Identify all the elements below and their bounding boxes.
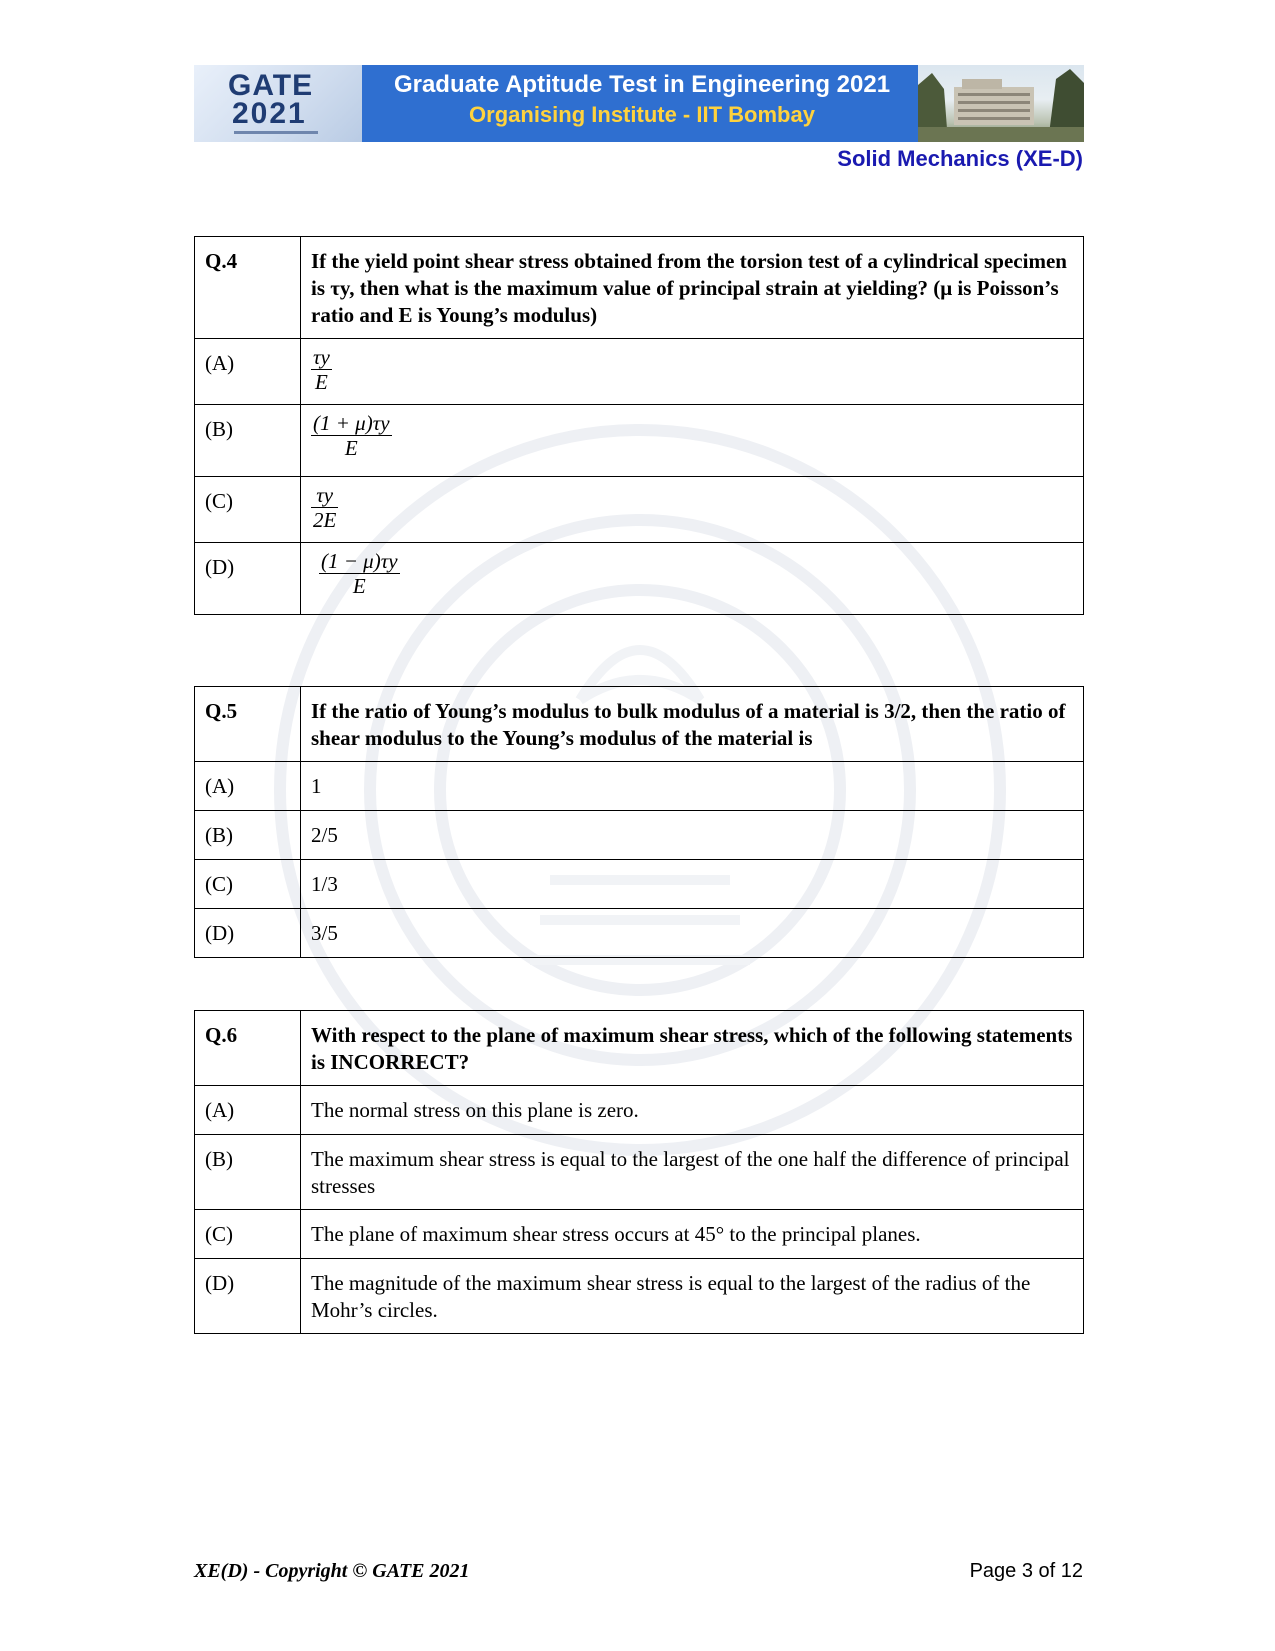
option-label: (B) <box>195 405 301 477</box>
option-label: (A) <box>195 1086 301 1135</box>
fraction-denominator: E <box>315 370 328 394</box>
option-text: The plane of maximum shear stress occurs at 45° to the principal planes. <box>301 1210 1084 1259</box>
option-label: (B) <box>195 811 301 860</box>
option-label: (C) <box>195 477 301 543</box>
option-label: (D) <box>195 1259 301 1334</box>
fraction-numerator: τy <box>313 345 330 369</box>
option-row <box>195 477 1084 543</box>
option-text: 2/5 <box>301 811 1084 860</box>
option-row <box>195 405 1084 477</box>
option-text: 1/3 <box>301 860 1084 909</box>
fraction-numerator: (1 − μ)τy <box>321 549 398 573</box>
option-label: (D) <box>195 543 301 615</box>
question-row <box>195 237 1084 339</box>
footer-page-number: Page 3 of 12 <box>969 1560 1083 1582</box>
organiser-line: Organising Institute - IIT Bombay <box>469 102 815 127</box>
title-band <box>362 65 918 142</box>
option-c-value <box>301 477 1084 543</box>
option-row <box>195 860 1084 909</box>
option-label: (C) <box>195 860 301 909</box>
question-4-table <box>194 236 1084 615</box>
question-6-table <box>194 1010 1084 1334</box>
option-text: 1 <box>301 762 1084 811</box>
fraction <box>311 483 338 532</box>
question-text: If the ratio of Young’s modulus to bulk modulus of a material is 3/2, then the ratio of shear modulus to the Young’s modulus of the material is <box>301 687 1084 762</box>
option-row <box>195 909 1084 958</box>
option-row <box>195 1135 1084 1210</box>
logo-underline <box>234 131 318 134</box>
question-row <box>195 687 1084 762</box>
question-number: Q.4 <box>195 237 301 339</box>
fraction-denominator: E <box>344 436 358 460</box>
option-row <box>195 1086 1084 1135</box>
fraction <box>311 411 392 460</box>
fraction-numerator: (1 + μ)τy <box>313 411 390 435</box>
exam-title: Graduate Aptitude Test in Engineering 2021 <box>393 71 891 98</box>
option-text: The normal stress on this plane is zero. <box>301 1086 1084 1135</box>
option-label: (D) <box>195 909 301 958</box>
fraction <box>311 345 332 394</box>
question-number: Q.6 <box>195 1011 301 1086</box>
option-row <box>195 543 1084 615</box>
question-5-table <box>194 686 1084 958</box>
option-row <box>195 1259 1084 1334</box>
question-number: Q.5 <box>195 687 301 762</box>
option-label: (A) <box>195 762 301 811</box>
fraction <box>319 549 400 598</box>
option-a-value <box>301 339 1084 405</box>
fraction-numerator: τy <box>311 483 338 508</box>
question-text: If the yield point shear stress obtained from the torsion test of a cylindrical specimen is τy, then what is the maximum value of principal strain at yielding? (μ is Poisson’s ratio and E is Young’s modulus) <box>301 237 1084 339</box>
subject-title: Solid Mechanics (XE-D) <box>837 146 1083 171</box>
logo-line2: 2021 <box>232 97 307 130</box>
logo-line1: GATE <box>228 69 314 102</box>
option-label: (B) <box>195 1135 301 1210</box>
option-text: The maximum shear stress is equal to the largest of the one half the difference of principal stresses <box>301 1135 1084 1210</box>
option-text: The magnitude of the maximum shear stress is equal to the largest of the radius of the Mohr’s circles. <box>301 1259 1084 1334</box>
header-banner <box>194 65 1084 142</box>
option-d-value <box>301 543 1084 615</box>
option-row <box>195 1210 1084 1259</box>
question-row <box>195 1011 1084 1086</box>
option-text: 3/5 <box>301 909 1084 958</box>
campus-photo <box>918 65 1084 142</box>
option-b-value <box>301 405 1084 477</box>
gate-logo <box>194 65 362 142</box>
option-label: (C) <box>195 1210 301 1259</box>
footer-copyright: XE(D) - Copyright © GATE 2021 <box>194 1560 470 1582</box>
option-row <box>195 811 1084 860</box>
option-row <box>195 339 1084 405</box>
fraction-denominator: E <box>352 574 366 598</box>
option-label: (A) <box>195 339 301 405</box>
option-row <box>195 762 1084 811</box>
question-text: With respect to the plane of maximum shear stress, which of the following statements is INCORRECT? <box>301 1011 1084 1086</box>
fraction-denominator: 2E <box>313 508 337 532</box>
